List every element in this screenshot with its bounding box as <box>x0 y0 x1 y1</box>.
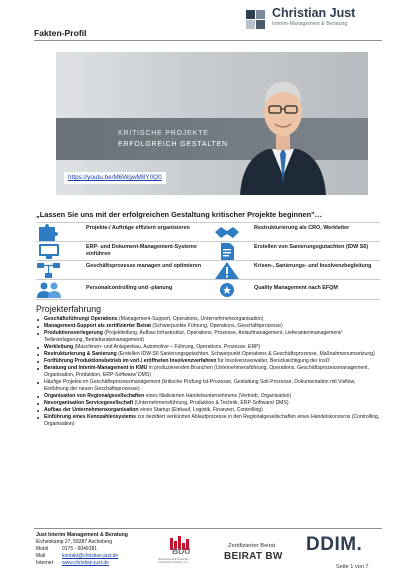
experience-item <box>36 365 380 379</box>
feature-item <box>36 223 206 242</box>
beirat-certified-label: Zertifizierter Beirat <box>228 543 276 549</box>
experience-item-detail: (Management-Support, Operations, Unternehmensorganisation) <box>117 316 264 322</box>
warning-icon <box>214 262 240 279</box>
page-number: Seite 1 von 7 <box>336 564 369 570</box>
youtube-link[interactable]: https://youtu.be/M6WgwM8Y0Q0 <box>64 172 166 184</box>
footer-address: Eichenkamp 27, 59387 Ascheberg <box>36 539 113 545</box>
features-grid <box>36 222 380 300</box>
footer-company: Just Interim Management & Beratung <box>36 532 128 538</box>
experience-item-detail: Häufige Projekte im Geschäftsprozessmanagement (kritische Prüfung Ist-Prozesse, Gestaltung Soll-Prozesse, Dokumentation mit Visflow, Einführung der neuen Geschäftsprozesse) <box>44 379 356 392</box>
experience-item-title: Restrukturierung & Sanierung <box>44 351 117 357</box>
hero-headline-1: KRITISCHE PROJEKTE <box>118 130 209 137</box>
hero-video-banner <box>56 52 368 195</box>
experience-item-detail: eines Startup (Einkauf, Logistik, Finanzen, Controlling) <box>138 407 263 413</box>
experience-item-detail: (Unternehmensführung, Produktion & Technik, ERP-Software/ DMS) <box>133 400 289 406</box>
experience-item-title: Neuorganisation Servicegesellschaft <box>44 400 134 406</box>
footer-mobile <box>36 546 97 552</box>
footer-email-label: Mail <box>36 553 46 559</box>
monitor-icon <box>36 243 62 260</box>
experience-item-detail: zur dezidiert verkürzten Ablaufprozesse in den Regionalgesellschaften eines Handelskonzerns (Controlling, Organisation) <box>44 414 380 427</box>
experience-item-detail: (Projektleitung, Aufbau Infrastruktur, Operations, Prozesse, Anlaufmanagement, Lieferantenmanagement/ Teilleverlagerung, Betriebsratsmanagement) <box>44 330 342 343</box>
experience-item <box>36 393 380 400</box>
feature-item <box>36 242 206 261</box>
footer-web <box>36 560 109 566</box>
bdu-logo-text: BDU <box>172 546 191 556</box>
hero-headline-2: ERFOLGREICH GESTALTEN <box>118 141 228 148</box>
bdu-logo-icon <box>158 536 204 576</box>
experience-list <box>36 316 380 428</box>
page-footer <box>0 526 414 584</box>
feature-item <box>214 242 380 261</box>
experience-item <box>36 330 380 344</box>
beirat-logo: BEIRAT BW <box>224 551 283 562</box>
experience-item-detail: (Schwerpunkte Führung, Operations, Geschäftsprozesse) <box>151 323 283 329</box>
experience-item-title: Beratung und Interim-Management in KMU <box>44 365 148 371</box>
feature-text: Restrukturierung als CRO, Werkleiter <box>254 225 350 231</box>
experience-item <box>36 316 380 323</box>
page-title: Fakten-Profil <box>34 28 87 38</box>
experience-item-detail: in produzierenden Branchen (Unternehmensführung, Operations, Geschäftsprozessmanagement, Organisation, Produktion, ERP-Software/ DMS) <box>44 365 370 378</box>
features-divider <box>36 299 380 300</box>
experience-item <box>36 407 380 414</box>
experience-item <box>36 414 380 428</box>
portrait-image <box>238 54 328 195</box>
ddim-logo: DDIM. <box>306 534 363 555</box>
puzzle-icon <box>36 224 62 241</box>
experience-item-title: Organisation von Regionalgesellschaften <box>44 393 145 399</box>
feature-text: Quality Management nach EFQM <box>254 285 338 291</box>
footer-email <box>36 553 118 559</box>
experience-item-title: Einführung eines Kennzahlensystems <box>44 414 136 420</box>
document-icon <box>214 243 240 260</box>
handshake-icon <box>214 224 240 241</box>
slogan: „Lassen Sie uns mit der erfolgreichen Gestaltung kritischer Projekte beginnen"… <box>36 210 323 219</box>
company-logo <box>246 4 386 38</box>
logo-name: Christian Just <box>272 6 356 20</box>
experience-item <box>36 379 380 393</box>
feature-text: ERP- und Dokument-Management-Systeme einführen <box>86 244 197 257</box>
feature-text: Erstellen von Sanierungsgutachten (IDW S6) <box>254 244 369 250</box>
flowchart-icon <box>36 262 62 279</box>
experience-item-title: Werkleitung <box>44 344 74 350</box>
experience-item-title: Produktionsverlegerung <box>44 330 103 336</box>
feature-text: Krisen-, Sanierungs- und Insolvenzbegleitung <box>254 263 372 269</box>
experience-item-title: Aufbau der Unternehmensorganisation <box>44 407 139 413</box>
feature-item <box>36 261 206 280</box>
footer-mobile-label: Mobil <box>36 546 48 552</box>
feature-text: Geschäftsprozesse managen und optimieren <box>86 263 202 269</box>
page-header <box>0 0 414 46</box>
feature-item <box>214 280 380 299</box>
feature-text: Personalcontrolling und -planung <box>86 285 173 291</box>
experience-item <box>36 344 380 351</box>
experience-item <box>36 351 380 358</box>
experience-item-detail: eines filialisierten Handelsunternehmens (Vertrieb, Organisation) <box>144 393 292 399</box>
experience-item-detail: (Maschinen- und Anlagenbau, Automotive – Führung, Operations, Prozesse, ERP) <box>73 344 261 350</box>
feature-item <box>36 280 206 299</box>
footer-web-label: Internet <box>36 560 53 566</box>
email-link[interactable]: kontakt@christian-just.de <box>62 553 119 559</box>
experience-item-detail: für Insolvenzverwalter, Berücksichtigung der InsO <box>216 358 330 364</box>
section-title: Projekterfahrung <box>36 304 102 314</box>
bdu-logo-subtitle: Bundesverband Deutscher Unternehmensberater e.V. <box>158 558 189 564</box>
experience-item-title: Management-Support als zertifizierter Beirat <box>44 323 151 329</box>
experience-item <box>36 358 380 365</box>
footer-divider <box>34 528 382 529</box>
experience-item <box>36 400 380 407</box>
logo-subtitle: Interim-Management & Beratung <box>272 21 348 27</box>
experience-item-title: Geschäftsführung/ Operations <box>44 316 118 322</box>
logo-mark-icon <box>246 10 266 30</box>
footer-mobile-value: 0175 - 6049181 <box>62 546 98 552</box>
feature-item <box>214 223 380 242</box>
people-icon <box>36 281 62 298</box>
header-divider <box>34 40 382 41</box>
medal-icon <box>214 281 240 298</box>
experience-item-title: Fortführung Produktionsbetrieb im vorl./ eröffneten Insolvenzverfahren <box>44 358 217 364</box>
feature-text: Projekte-/ Aufträge effizient organisieren <box>86 225 190 231</box>
experience-item <box>36 323 380 330</box>
website-link[interactable]: www.christian-just.de <box>62 560 109 566</box>
experience-item-detail: (Erstellen IDW S6 Sanierungsgutachten, Schwerpunkt Operations & Geschäftsprozesse, Maßnahmenumsetzung) <box>116 351 375 357</box>
feature-item <box>214 261 380 280</box>
